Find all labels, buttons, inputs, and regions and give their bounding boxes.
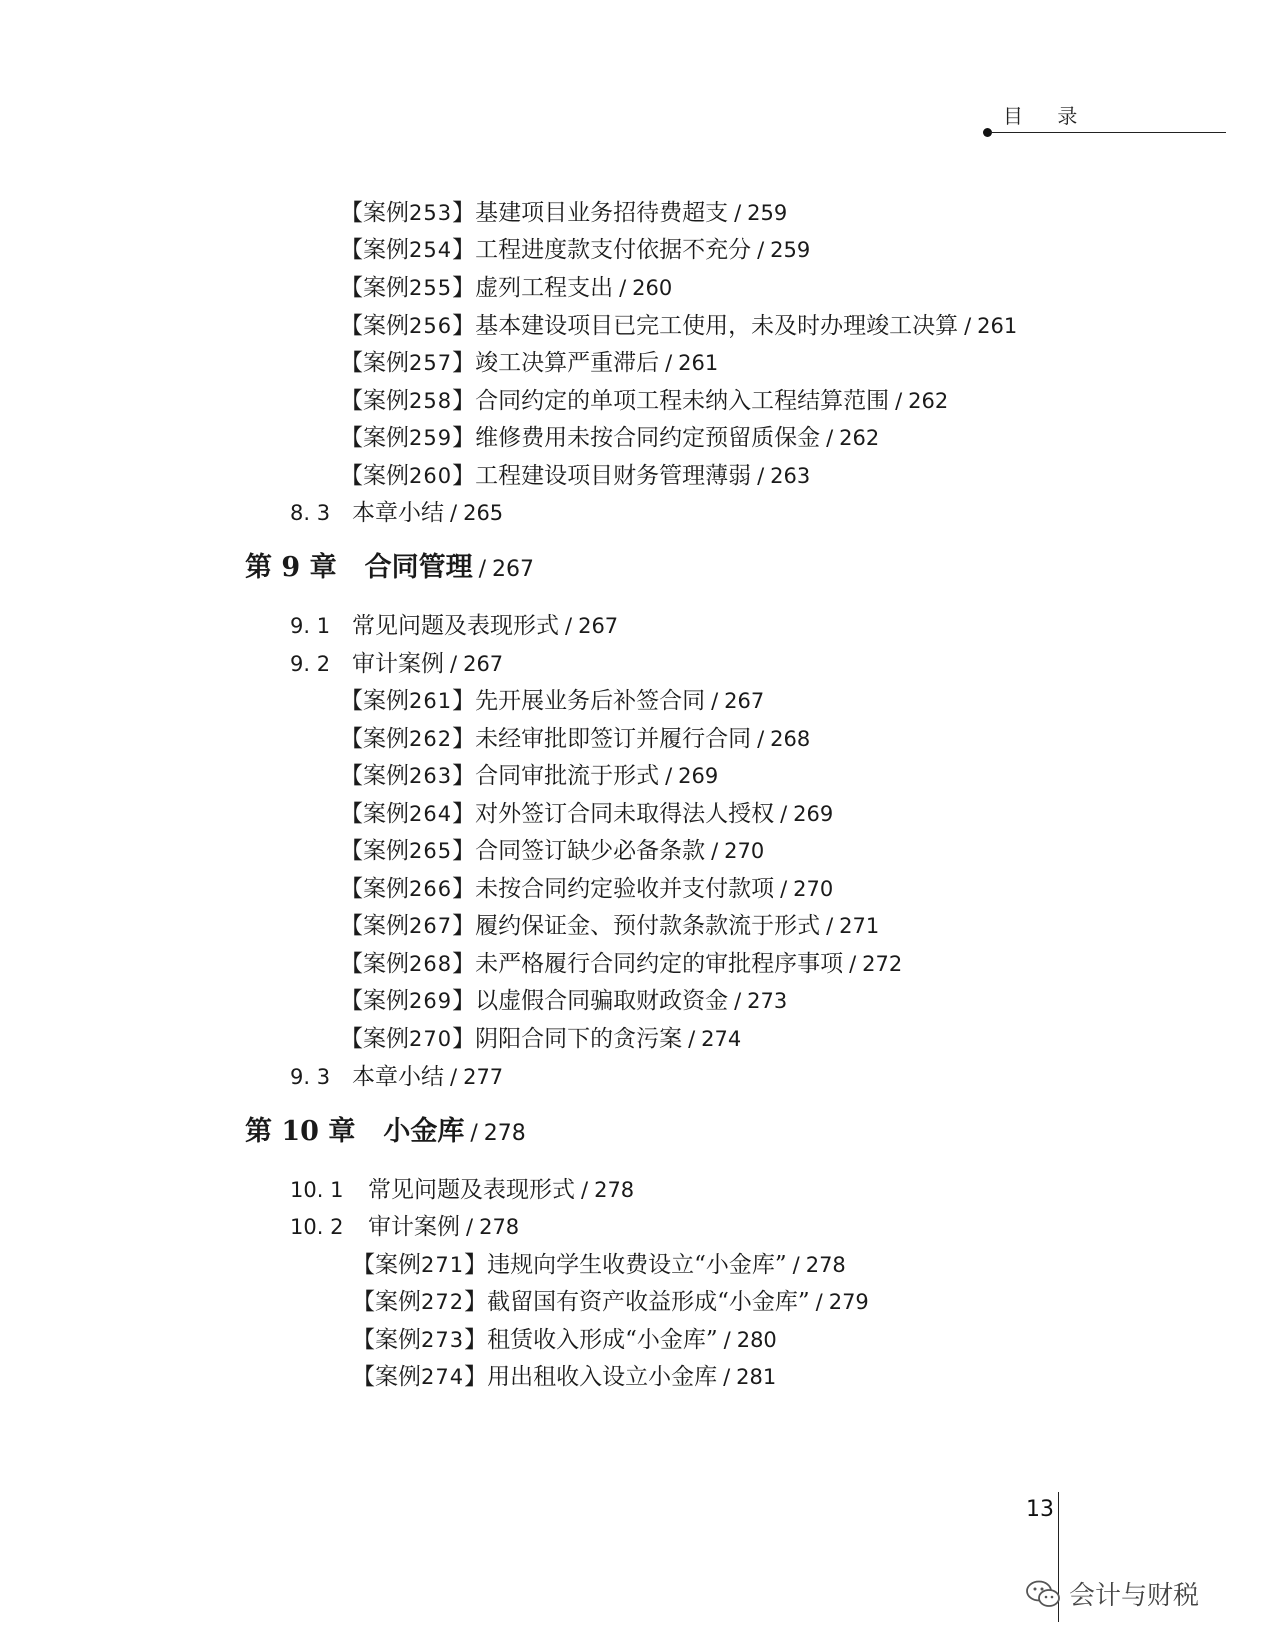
toc-case-label: 【案例 xyxy=(340,801,409,827)
toc-page-number: 267 xyxy=(463,652,504,676)
toc-case xyxy=(352,1362,776,1392)
toc-case-title: 履约保证金、预付款条款流于形式 xyxy=(475,913,821,939)
toc-case-bracket: 】 xyxy=(464,1252,488,1278)
toc-case-bracket: 】 xyxy=(464,1364,488,1390)
toc-section-number: 9. 1 xyxy=(290,614,331,638)
toc-page-number: 279 xyxy=(828,1290,869,1314)
toc-case-number: 271 xyxy=(421,1253,465,1277)
toc-case xyxy=(340,949,902,979)
toc-separator: / xyxy=(711,689,719,713)
toc-separator: / xyxy=(734,989,742,1013)
toc-case xyxy=(340,724,810,754)
toc-separator: / xyxy=(665,764,673,788)
toc-case-bracket: 】 xyxy=(452,726,476,752)
toc-chapter-title: 小金库 xyxy=(383,1116,465,1147)
toc-page-number: 267 xyxy=(492,557,535,582)
toc-case-bracket: 】 xyxy=(452,275,476,301)
toc-separator: / xyxy=(450,501,458,525)
toc-section-title: 审计案例 xyxy=(368,1214,460,1240)
toc-case-label: 【案例 xyxy=(340,1026,409,1052)
toc-case-bracket: 】 xyxy=(452,313,476,339)
toc-case-label: 【案例 xyxy=(340,388,409,414)
toc-case-label: 【案例 xyxy=(340,200,409,226)
toc-section-number: 9. 3 xyxy=(290,1065,331,1089)
toc-page-number: 273 xyxy=(747,989,788,1013)
toc-section-number: 10. 1 xyxy=(290,1178,344,1202)
toc-case-bracket: 】 xyxy=(452,801,476,827)
toc-case-number: 269 xyxy=(409,989,453,1013)
toc-section-title: 常见问题及表现形式 xyxy=(352,613,559,639)
toc-separator: / xyxy=(470,1121,478,1146)
toc-section-number: 8. 3 xyxy=(290,501,331,525)
toc-case-label: 【案例 xyxy=(352,1252,421,1278)
toc-case-title: 对外签订合同未取得法人授权 xyxy=(475,801,775,827)
toc-case-title: 合同审批流于形式 xyxy=(475,763,660,789)
toc-case xyxy=(352,1250,846,1280)
toc-case-label: 【案例 xyxy=(340,463,409,489)
toc-case-label: 【案例 xyxy=(352,1327,421,1353)
toc-page-number: 278 xyxy=(805,1253,846,1277)
toc-separator: / xyxy=(826,914,834,938)
toc-separator: / xyxy=(466,1215,474,1239)
toc-case-bracket: 】 xyxy=(452,988,476,1014)
toc-separator: / xyxy=(711,839,719,863)
toc-case xyxy=(340,686,764,716)
toc-case xyxy=(340,761,718,791)
toc-separator: / xyxy=(565,614,573,638)
toc-case-bracket: 】 xyxy=(464,1289,488,1315)
toc-case-title: 租赁收入形成“小金库” xyxy=(487,1327,718,1353)
toc-case-title: 阴阳合同下的贪污案 xyxy=(475,1026,683,1052)
toc-case-label: 【案例 xyxy=(340,763,409,789)
toc-case-number: 257 xyxy=(409,351,453,375)
toc-section xyxy=(290,1175,634,1205)
toc-page-number: 269 xyxy=(678,764,719,788)
toc-case-number: 260 xyxy=(409,464,453,488)
toc-page-number: 262 xyxy=(839,426,880,450)
toc-case-number: 270 xyxy=(409,1027,453,1051)
toc-case-title: 基本建设项目已完工使用，未及时办理竣工决算 xyxy=(475,313,959,339)
toc-page-number: 277 xyxy=(463,1065,504,1089)
toc-case-title: 工程建设项目财务管理薄弱 xyxy=(475,463,752,489)
toc-case-title: 以虚假合同骗取财政资金 xyxy=(475,988,729,1014)
toc-section-title: 本章小结 xyxy=(352,1064,444,1090)
toc-case xyxy=(340,386,948,416)
toc-case-title: 先开展业务后补签合同 xyxy=(475,688,706,714)
toc-page-number: 259 xyxy=(770,238,811,262)
toc-case-number: 258 xyxy=(409,389,453,413)
toc-page-number: 269 xyxy=(793,802,834,826)
toc-case-title: 合同约定的单项工程未纳入工程结算范围 xyxy=(475,388,890,414)
toc-case-label: 【案例 xyxy=(340,951,409,977)
toc-section-title: 常见问题及表现形式 xyxy=(368,1177,575,1203)
toc-page-number: 272 xyxy=(862,952,903,976)
toc-separator: / xyxy=(849,952,857,976)
toc-case-number: 265 xyxy=(409,839,453,863)
toc-separator: / xyxy=(757,727,765,751)
toc-case xyxy=(340,836,764,866)
toc-page-number: 262 xyxy=(908,389,949,413)
toc-case-label: 【案例 xyxy=(340,350,409,376)
toc-separator: / xyxy=(723,1365,731,1389)
toc-case-number: 263 xyxy=(409,764,453,788)
toc-chapter-number: 第 10 章 xyxy=(245,1116,356,1147)
toc-case-title: 基建项目业务招待费超支 xyxy=(475,200,729,226)
toc-case-title: 维修费用未按合同约定预留质保金 xyxy=(475,425,821,451)
page-number: 13 xyxy=(1026,1497,1054,1522)
toc-case-bracket: 】 xyxy=(452,913,476,939)
toc-page-number: 278 xyxy=(594,1178,635,1202)
toc-case xyxy=(340,874,833,904)
toc-section-number: 9. 2 xyxy=(290,652,331,676)
toc-case-number: 266 xyxy=(409,877,453,901)
toc-case-number: 274 xyxy=(421,1365,465,1389)
toc-case-label: 【案例 xyxy=(340,688,409,714)
toc-case-label: 【案例 xyxy=(340,313,409,339)
watermark xyxy=(1025,1575,1199,1612)
toc-separator: / xyxy=(619,276,627,300)
toc-case xyxy=(340,273,672,303)
toc-case-label: 【案例 xyxy=(340,726,409,752)
toc-page-number: 270 xyxy=(793,877,834,901)
toc-case xyxy=(340,348,718,378)
toc-case-number: 272 xyxy=(421,1290,465,1314)
toc-case-bracket: 】 xyxy=(452,388,476,414)
toc-separator: / xyxy=(964,314,972,338)
toc-case-number: 255 xyxy=(409,276,453,300)
toc-case-number: 256 xyxy=(409,314,453,338)
toc-case-number: 261 xyxy=(409,689,453,713)
toc-page-number: 274 xyxy=(701,1027,742,1051)
toc-case-bracket: 】 xyxy=(452,688,476,714)
toc-page-number: 267 xyxy=(724,689,765,713)
toc-page-number: 263 xyxy=(770,464,811,488)
toc-separator: / xyxy=(734,201,742,225)
toc-page-number: 261 xyxy=(678,351,719,375)
toc-case-title: 用出租收入设立小金库 xyxy=(487,1364,718,1390)
toc-case xyxy=(340,1024,741,1054)
toc-section-title: 审计案例 xyxy=(352,651,444,677)
toc-case-label: 【案例 xyxy=(352,1289,421,1315)
toc-section-title: 本章小结 xyxy=(352,500,444,526)
toc-page-number: 270 xyxy=(724,839,765,863)
toc-case-title: 未严格履行合同约定的审批程序事项 xyxy=(475,951,844,977)
toc-case xyxy=(340,311,1017,341)
toc-chapter-number: 第 9 章 xyxy=(245,552,337,583)
toc-page-number: 278 xyxy=(479,1215,520,1239)
toc-case-bracket: 】 xyxy=(452,838,476,864)
toc-separator: / xyxy=(478,557,487,582)
toc-section xyxy=(290,649,503,679)
toc-case-label: 【案例 xyxy=(340,275,409,301)
toc-separator: / xyxy=(450,652,458,676)
toc-chapter xyxy=(245,553,534,585)
toc-separator: / xyxy=(895,389,903,413)
toc-page-number: 280 xyxy=(736,1328,777,1352)
toc-separator: / xyxy=(780,877,788,901)
toc-case-number: 259 xyxy=(409,426,453,450)
toc-case-title: 虚列工程支出 xyxy=(475,275,614,301)
toc-case-bracket: 】 xyxy=(452,1026,476,1052)
toc-case-bracket: 】 xyxy=(452,425,476,451)
toc-page-number: 268 xyxy=(770,727,811,751)
toc-section xyxy=(290,1212,519,1242)
toc-case-bracket: 】 xyxy=(452,237,476,263)
toc-page-number: 259 xyxy=(747,201,788,225)
toc-case-number: 264 xyxy=(409,802,453,826)
toc-separator: / xyxy=(450,1065,458,1089)
toc-case-bracket: 】 xyxy=(452,951,476,977)
watermark-text: 会计与财税 xyxy=(1069,1581,1200,1611)
toc-case-label: 【案例 xyxy=(340,913,409,939)
toc-case-title: 截留国有资产收益形成“小金库” xyxy=(487,1289,810,1315)
wechat-icon xyxy=(1025,1579,1061,1609)
toc-case-title: 合同签订缺少必备条款 xyxy=(475,838,706,864)
toc-case-title: 未按合同约定验收并支付款项 xyxy=(475,876,775,902)
toc-case-bracket: 】 xyxy=(464,1327,488,1353)
toc-case-bracket: 】 xyxy=(452,200,476,226)
toc-case xyxy=(352,1287,869,1317)
toc-case xyxy=(340,799,833,829)
toc-case-label: 【案例 xyxy=(340,988,409,1014)
toc-case xyxy=(340,423,879,453)
toc-case-title: 工程进度款支付依据不充分 xyxy=(475,237,752,263)
toc-page-number: 261 xyxy=(977,314,1018,338)
toc-separator: / xyxy=(757,464,765,488)
toc-case-label: 【案例 xyxy=(340,425,409,451)
toc-page-number: 265 xyxy=(463,501,504,525)
toc-case-bracket: 】 xyxy=(452,876,476,902)
toc-case xyxy=(340,461,810,491)
toc-separator: / xyxy=(581,1178,589,1202)
toc-separator: / xyxy=(826,426,834,450)
toc-case-title: 竣工决算严重滞后 xyxy=(475,350,660,376)
toc-case-bracket: 】 xyxy=(452,763,476,789)
toc-separator: / xyxy=(723,1328,731,1352)
toc-separator: / xyxy=(665,351,673,375)
toc-case xyxy=(340,198,787,228)
toc-case-label: 【案例 xyxy=(340,838,409,864)
toc-case-title: 违规向学生收费设立“小金库” xyxy=(487,1252,787,1278)
toc-case xyxy=(340,235,810,265)
toc-page-number: 278 xyxy=(483,1121,526,1146)
toc-section xyxy=(290,611,618,641)
toc-case-label: 【案例 xyxy=(340,876,409,902)
toc-case-number: 273 xyxy=(421,1328,465,1352)
toc-case-number: 253 xyxy=(409,201,453,225)
toc-separator: / xyxy=(780,802,788,826)
toc-separator: / xyxy=(757,238,765,262)
header-rule xyxy=(990,132,1226,133)
toc-separator: / xyxy=(688,1027,696,1051)
toc-case-number: 262 xyxy=(409,727,453,751)
toc-case-number: 267 xyxy=(409,914,453,938)
toc-section xyxy=(290,498,503,528)
toc-case xyxy=(340,986,787,1016)
toc-section xyxy=(290,1062,503,1092)
toc-page-number: 260 xyxy=(632,276,673,300)
toc-page-number: 281 xyxy=(736,1365,777,1389)
toc-case-bracket: 】 xyxy=(452,350,476,376)
toc-case-label: 【案例 xyxy=(340,237,409,263)
toc-case-bracket: 】 xyxy=(452,463,476,489)
toc-case-label: 【案例 xyxy=(352,1364,421,1390)
toc-chapter-title: 合同管理 xyxy=(364,552,473,583)
header-title: 目 录 xyxy=(1003,104,1092,128)
toc-case xyxy=(352,1325,777,1355)
toc-page-number: 271 xyxy=(839,914,880,938)
toc-section-number: 10. 2 xyxy=(290,1215,344,1239)
toc-separator: / xyxy=(815,1290,823,1314)
toc-case-title: 未经审批即签订并履行合同 xyxy=(475,726,752,752)
toc-case-number: 268 xyxy=(409,952,453,976)
toc-separator: / xyxy=(792,1253,800,1277)
toc-case xyxy=(340,911,879,941)
toc-case-number: 254 xyxy=(409,238,453,262)
toc-chapter xyxy=(245,1117,526,1149)
toc-page-number: 267 xyxy=(578,614,619,638)
